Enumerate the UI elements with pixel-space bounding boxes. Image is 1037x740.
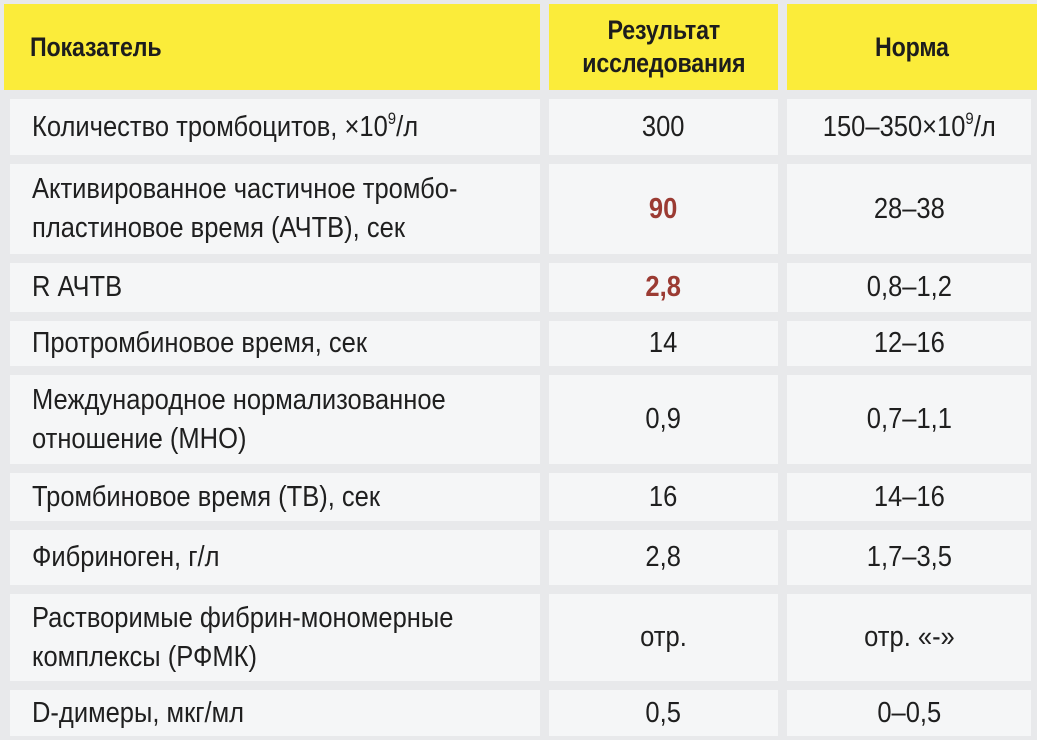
indicator-cell — [10, 99, 540, 155]
result-cell — [549, 263, 778, 312]
norm-value: 1,7–3,5 — [866, 541, 952, 573]
table-row — [0, 690, 1037, 736]
indicator-text: Протромбиновое время, сек — [32, 327, 368, 359]
result-value: 300 — [642, 110, 685, 143]
indicator-cell — [10, 690, 540, 736]
result-value: 2,8 — [645, 541, 682, 573]
norm-cell — [787, 473, 1031, 521]
header-result — [582, 14, 745, 80]
indicator-cell — [10, 375, 540, 464]
norm-value: 14–16 — [873, 480, 945, 513]
result-cell — [549, 164, 778, 254]
indicator-text: Тромбиновое время (ТВ), сек — [32, 480, 381, 513]
table-row — [0, 530, 1037, 585]
table-header-row — [0, 4, 1037, 90]
indicator-cell — [10, 321, 540, 366]
indicator-text: Фибриноген, г/л — [32, 541, 220, 573]
header-result-cell — [549, 4, 778, 90]
table-row — [0, 473, 1037, 521]
result-value: 0,9 — [645, 403, 682, 435]
norm-value: 0,8–1,2 — [866, 271, 952, 303]
header-indicator: Показатель — [30, 31, 162, 62]
norm-value: 28–38 — [873, 192, 945, 225]
indicator-text: Растворимые фибрин-мономерные комплексы (РФМК) — [32, 601, 454, 673]
norm-cell — [787, 690, 1031, 736]
header-norm: Норма — [875, 31, 949, 62]
indicator-text: Количество тромбоцитов, $\times 10^9/л$ — [32, 108, 419, 143]
result-value-abnormal: 90 — [649, 192, 678, 225]
norm-value: 12–16 — [873, 327, 945, 359]
norm-cell — [787, 530, 1031, 585]
indicator-cell — [10, 263, 540, 312]
norm-value: 0,7–1,1 — [866, 403, 952, 435]
norm-cell — [787, 164, 1031, 254]
indicator-text: D-димеры, мкг/мл — [32, 696, 245, 729]
header-result-line2: исследования — [581, 48, 746, 78]
norm-cell — [787, 263, 1031, 312]
table-row — [0, 164, 1037, 254]
norm-cell — [787, 375, 1031, 464]
header-indicator-cell — [4, 4, 540, 90]
table-row — [0, 99, 1037, 155]
result-cell — [549, 690, 778, 736]
indicator-text: R АЧТВ — [32, 271, 123, 303]
result-cell — [549, 99, 778, 155]
indicator-text: Активированное частичное тромбо- пластиновое время (АЧТВ), сек — [32, 173, 458, 244]
result-cell — [549, 594, 778, 681]
result-cell — [549, 473, 778, 521]
result-value: 14 — [649, 327, 678, 359]
table-row — [0, 321, 1037, 366]
norm-value: отр. «-» — [863, 621, 955, 653]
table-row — [0, 263, 1037, 312]
norm-cell — [787, 321, 1031, 366]
norm-value: $150-350\times 10^9/л$ — [822, 108, 996, 143]
result-value: 16 — [649, 480, 678, 513]
result-value-abnormal: 2,8 — [645, 271, 682, 303]
result-cell — [549, 375, 778, 464]
table-row — [0, 594, 1037, 681]
indicator-cell — [10, 473, 540, 521]
norm-value: 0–0,5 — [877, 696, 941, 729]
header-result-line1: Результат — [607, 15, 720, 45]
result-value: 0,5 — [645, 696, 682, 729]
indicator-cell — [10, 530, 540, 585]
indicator-cell — [10, 594, 540, 681]
table-row — [0, 375, 1037, 464]
norm-cell — [787, 99, 1031, 155]
indicator-text: Международное нормализованное отношение (МНО) — [32, 383, 446, 455]
result-cell — [549, 530, 778, 585]
norm-cell — [787, 594, 1031, 681]
indicator-cell — [10, 164, 540, 254]
header-norm-cell — [787, 4, 1037, 90]
result-cell — [549, 321, 778, 366]
result-value: отр. — [640, 621, 687, 653]
